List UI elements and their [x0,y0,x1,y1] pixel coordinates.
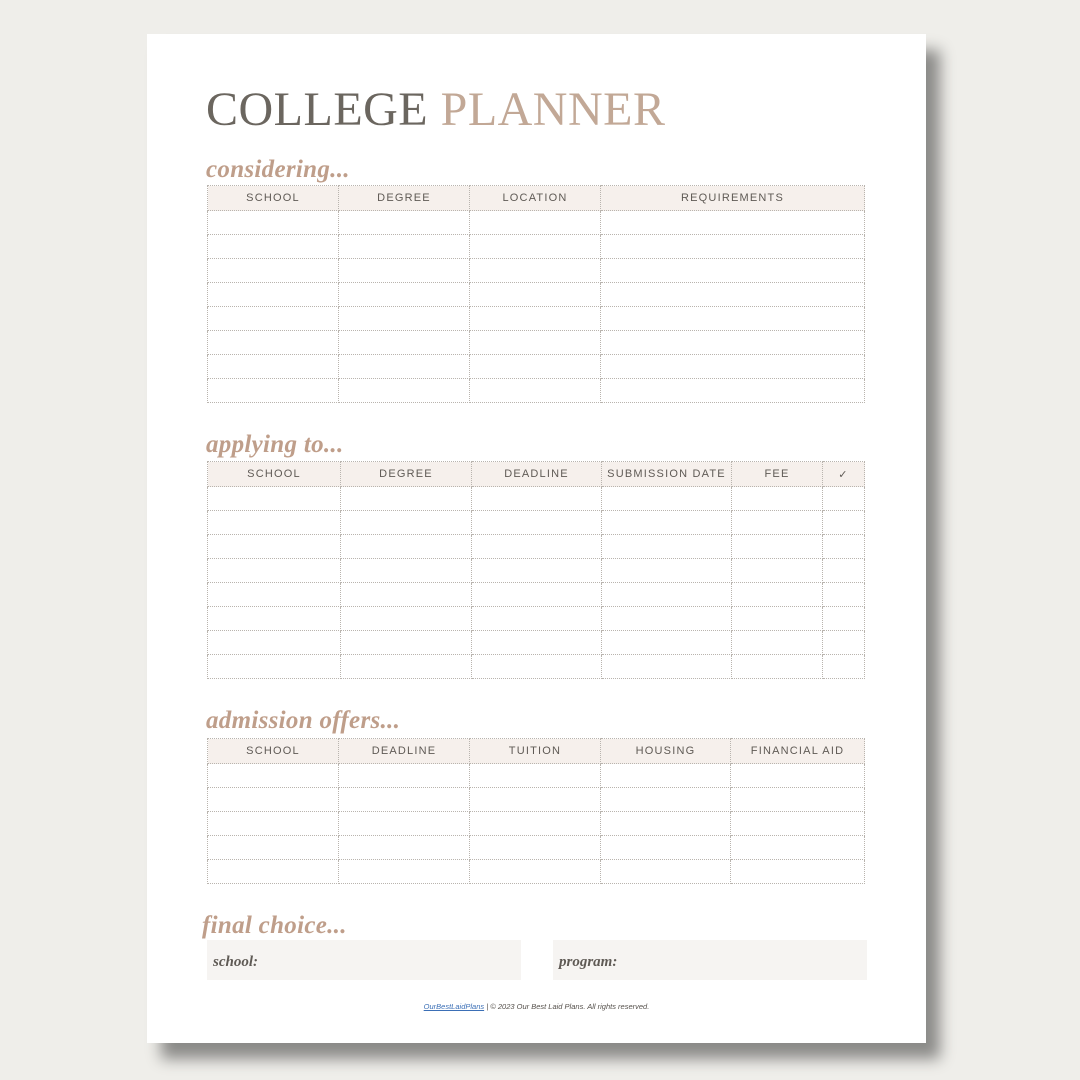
table-cell[interactable] [470,788,601,812]
table-cell[interactable] [602,655,732,679]
table-cell[interactable] [341,559,472,583]
table-cell[interactable] [602,631,732,655]
table-cell[interactable] [823,487,865,511]
footer-copyright: | © 2023 Our Best Laid Plans. All rights reserved. [484,1002,650,1011]
table-cell[interactable] [339,355,470,379]
table-row [208,860,865,884]
table-cell[interactable] [208,331,339,355]
planner-page [147,34,926,1043]
table-cell[interactable] [339,331,470,355]
table-row [208,355,865,379]
table-cell[interactable] [339,211,470,235]
table-cell[interactable] [470,764,601,788]
table-cell[interactable] [341,583,472,607]
table-cell[interactable] [341,535,472,559]
column-header-requirements: REQUIREMENTS [601,186,865,211]
table-cell[interactable] [208,655,341,679]
table-cell[interactable] [472,631,602,655]
table-cell[interactable] [732,511,823,535]
table-cell[interactable] [472,559,602,583]
table-cell[interactable] [208,283,339,307]
final-choice-heading: final choice... [202,912,347,939]
table-row [208,607,865,631]
applying-rows[interactable] [208,487,865,679]
table-cell[interactable] [339,860,470,884]
table-cell[interactable] [208,559,341,583]
program-field[interactable] [553,940,867,980]
table-row [208,331,865,355]
table-cell[interactable] [208,631,341,655]
column-header-housing: HOUSING [601,739,731,764]
table-cell[interactable] [601,235,865,259]
considering-table [207,185,865,403]
table-cell[interactable] [823,583,865,607]
column-header-tuition: TUITION [470,739,601,764]
table-cell[interactable] [470,812,601,836]
title-part-1: COLLEGE [206,83,429,136]
table-cell[interactable] [470,860,601,884]
table-cell[interactable] [731,860,865,884]
table-cell[interactable] [339,379,470,403]
table-cell[interactable] [823,631,865,655]
table-cell[interactable] [601,283,865,307]
table-cell[interactable] [208,607,341,631]
table-row [208,583,865,607]
table-cell[interactable] [601,307,865,331]
table-cell[interactable] [208,307,339,331]
table-row [208,307,865,331]
table-row [208,812,865,836]
admission-heading: admission offers... [206,707,401,734]
table-cell[interactable] [732,559,823,583]
table-cell[interactable] [732,583,823,607]
table-cell[interactable] [341,607,472,631]
table-cell[interactable] [601,211,865,235]
column-header-submission-date: SUBMISSION DATE [602,462,732,487]
table-cell[interactable] [339,836,470,860]
table-cell[interactable] [208,235,339,259]
admission-table [207,738,865,884]
table-cell[interactable] [208,511,341,535]
table-cell[interactable] [470,259,601,283]
table-cell[interactable] [732,535,823,559]
table-cell[interactable] [731,836,865,860]
table-cell[interactable] [472,535,602,559]
table-cell[interactable] [339,259,470,283]
table-cell[interactable] [208,764,339,788]
title-part-2: PLANNER [440,83,666,136]
table-cell[interactable] [341,631,472,655]
admission-rows[interactable] [208,764,865,884]
table-cell[interactable] [470,355,601,379]
column-header-deadline: DEADLINE [339,739,470,764]
table-cell[interactable] [208,487,341,511]
table-row [208,487,865,511]
table-cell[interactable] [823,535,865,559]
table-cell[interactable] [208,211,339,235]
column-header-school: SCHOOL [208,739,339,764]
table-cell[interactable] [470,211,601,235]
table-cell[interactable] [602,607,732,631]
table-cell[interactable] [732,487,823,511]
program-field-label: program: [559,954,618,970]
table-cell[interactable] [208,836,339,860]
table-cell[interactable] [601,836,731,860]
column-header-degree: DEGREE [341,462,472,487]
column-header-school: SCHOOL [208,462,341,487]
table-cell[interactable] [208,860,339,884]
table-row [208,655,865,679]
column-header-fee: FEE [732,462,823,487]
considering-header-row [208,186,865,211]
table-row [208,764,865,788]
table-cell[interactable] [601,788,731,812]
table-cell[interactable] [472,655,602,679]
table-cell[interactable] [472,583,602,607]
table-cell[interactable] [472,487,602,511]
table-cell[interactable] [208,583,341,607]
table-row [208,631,865,655]
table-cell[interactable] [602,559,732,583]
table-cell[interactable] [602,583,732,607]
table-cell[interactable] [208,379,339,403]
table-cell[interactable] [208,259,339,283]
footer [147,1002,926,1011]
table-cell[interactable] [601,379,865,403]
table-cell[interactable] [732,655,823,679]
table-row [208,211,865,235]
table-cell[interactable] [339,764,470,788]
table-cell[interactable] [341,487,472,511]
school-field[interactable] [207,940,521,980]
table-row [208,379,865,403]
column-header-location: LOCATION [470,186,601,211]
table-cell[interactable] [602,511,732,535]
table-cell[interactable] [208,355,339,379]
table-row [208,535,865,559]
applying-table [207,461,865,679]
table-cell[interactable] [602,535,732,559]
table-cell[interactable] [601,259,865,283]
table-cell[interactable] [470,307,601,331]
table-cell[interactable] [341,655,472,679]
table-cell[interactable] [601,812,731,836]
table-row [208,259,865,283]
column-header-school: SCHOOL [208,186,339,211]
considering-heading: considering... [206,156,350,183]
considering-rows[interactable] [208,211,865,403]
table-cell[interactable] [732,607,823,631]
table-cell[interactable] [602,487,732,511]
table-cell[interactable] [601,860,731,884]
table-cell[interactable] [470,836,601,860]
table-cell[interactable] [208,788,339,812]
table-row [208,836,865,860]
footer-link[interactable]: OurBestLaidPlans [423,1002,485,1011]
table-cell[interactable] [823,559,865,583]
table-cell[interactable] [601,355,865,379]
applying-header-row [208,462,865,487]
table-cell[interactable] [470,331,601,355]
page-title [206,83,666,136]
table-row [208,235,865,259]
column-header-deadline: DEADLINE [472,462,602,487]
table-cell[interactable] [339,283,470,307]
table-cell[interactable] [823,655,865,679]
table-cell[interactable] [208,535,341,559]
column-header-financial-aid: FINANCIAL AID [731,739,865,764]
table-cell[interactable] [601,331,865,355]
table-cell[interactable] [472,607,602,631]
table-cell[interactable] [731,812,865,836]
table-cell[interactable] [601,764,731,788]
table-row [208,511,865,535]
table-cell[interactable] [470,235,601,259]
admission-header-row [208,739,865,764]
table-row [208,559,865,583]
table-cell[interactable] [339,812,470,836]
table-cell[interactable] [472,511,602,535]
table-cell[interactable] [339,788,470,812]
column-header-degree: DEGREE [339,186,470,211]
table-cell[interactable] [731,764,865,788]
table-cell[interactable] [470,283,601,307]
table-cell[interactable] [341,511,472,535]
table-cell[interactable] [208,812,339,836]
table-cell[interactable] [731,788,865,812]
table-cell[interactable] [339,307,470,331]
column-header-checkmark: ✓ [823,462,865,487]
school-field-label: school: [213,954,258,970]
table-row [208,283,865,307]
table-cell[interactable] [732,631,823,655]
table-cell[interactable] [339,235,470,259]
applying-heading: applying to... [206,431,344,458]
table-cell[interactable] [823,607,865,631]
table-row [208,788,865,812]
table-cell[interactable] [823,511,865,535]
table-cell[interactable] [470,379,601,403]
